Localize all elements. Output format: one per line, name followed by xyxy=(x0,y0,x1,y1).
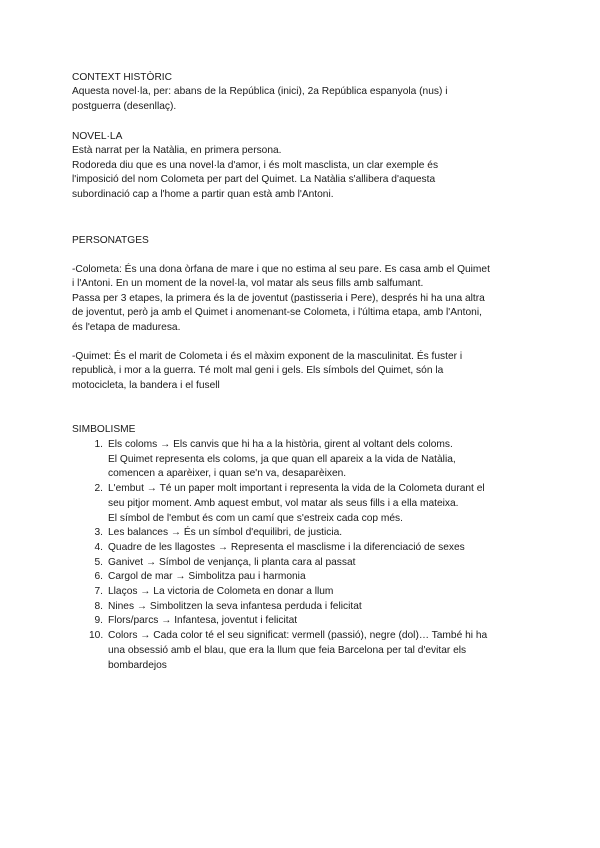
list-number: 2 . xyxy=(89,482,103,497)
heading-context: CONTEXT HISTÒRIC xyxy=(72,72,172,83)
list-item-line: El símbol de l'embut és com un camí que s'estreix cada cop més. xyxy=(108,512,403,524)
section-characters-heading xyxy=(72,234,542,248)
list-number: 1 . xyxy=(89,438,103,453)
list-item xyxy=(72,526,552,541)
section-context xyxy=(72,71,542,114)
list-item-line: Colors → Cada color té el seu significat: vermell (passió), negre (dol)… També hi ha xyxy=(108,630,488,642)
heading-novel: NOVEL·LA xyxy=(72,131,123,142)
list-item-line: Nines → Simbolitzen la seva infantesa perduda i felicitat xyxy=(108,600,362,612)
list-item xyxy=(72,556,552,571)
list-item-line: bombardejos xyxy=(108,659,167,671)
list-item xyxy=(72,541,552,556)
list-number: 10 . xyxy=(89,629,103,644)
list-item-line: comencen a aparèixer, i quan se'n va, desaparèixen. xyxy=(108,468,347,480)
heading-characters: PERSONATGES xyxy=(72,235,149,246)
list-number: 5 . xyxy=(89,556,103,571)
list-item-line: una obsessió amb el blau, que era la llum que feia Barcelona per tal d'evitar els xyxy=(108,644,467,656)
list-item xyxy=(72,629,552,673)
list-number: 9 . xyxy=(89,614,103,629)
list-item xyxy=(72,614,552,629)
paragraph-line: motocicleta, la bandera i el fusell xyxy=(72,379,220,391)
paragraph-line: -Quimet: És el marit de Colometa i és el màxim exponent de la masculinitat. És fuster i xyxy=(72,351,463,362)
list-item xyxy=(72,482,552,526)
paragraph-line: és l'etapa de maduresa. xyxy=(72,321,181,333)
list-number: 8 . xyxy=(89,600,103,615)
symbolism-list xyxy=(72,438,552,673)
list-item-line: Quadre de les llagostes → Representa el masclisme i la diferenciació de sexes xyxy=(108,541,465,553)
list-number: 3 . xyxy=(89,526,103,541)
section-symbolism-heading xyxy=(72,423,542,437)
list-item-line: Flors/parcs → Infantesa, joventut i felicitat xyxy=(108,615,298,627)
paragraph-line: Rodoreda diu que es una novel·la d'amor, i és molt masclista, un clar exemple és xyxy=(72,159,439,171)
list-number: 7 . xyxy=(89,585,103,600)
list-item xyxy=(72,600,552,615)
paragraph-line: -Colometa: És una dona òrfana de mare i que no estima al seu pare. Es casa amb el Quimet xyxy=(72,264,490,275)
list-number: 6 . xyxy=(89,570,103,585)
paragraph-line: republicà, i mor a la guerra. Té molt mal geni i gels. Els símbols del Quimet, són la xyxy=(72,365,444,377)
paragraph-quimet xyxy=(72,350,542,393)
list-item xyxy=(72,438,552,482)
list-item-line: Els coloms → Els canvis que hi ha a la història, girent al voltant dels coloms. xyxy=(108,439,453,450)
paragraph-line: Està narrat per la Natàlia, en primera persona. xyxy=(72,145,282,157)
paragraph-line: de joventut, però ja amb el Quimet i anomenant-se Colometa, i l'última etapa, amb l'Antoni, xyxy=(72,307,482,319)
paragraph-line: Passa per 3 etapes, la primera és la de joventut (pastisseria i Pere), després hi ha una altra xyxy=(72,292,485,304)
paragraph-line: i l'Antoni. En un moment de la novel·la, vol matar als seus fills amb salfumant. xyxy=(72,278,424,290)
list-item-line: Cargol de mar → Simbolitza pau i harmonia xyxy=(108,571,306,583)
paragraph-line: l'imposició del nom Colometa per part del Quimet. La Natàlia s'allibera d'aquesta xyxy=(72,174,436,186)
paragraph-line: postguerra (desenllaç). xyxy=(72,100,177,112)
list-item-line: El Quimet representa els coloms, ja que quan ell apareix a la vida de Natàlia, xyxy=(108,453,456,465)
paragraph-colometa xyxy=(72,263,542,335)
list-item xyxy=(72,570,552,585)
list-item-line: seu pitjor moment. Amb aquest embut, vol matar als seus fills i a ella mateixa. xyxy=(108,497,459,509)
list-item-line: Les balances → És un símbol d'equilibri, de justicia. xyxy=(108,527,343,539)
list-item-line: L'embut → Té un paper molt important i representa la vida de la Colometa durant el xyxy=(108,483,485,495)
list-item-line: Llaços → La victoria de Colometa en donar a llum xyxy=(108,586,334,598)
list-number: 4 . xyxy=(89,541,103,556)
heading-symbolism: SIMBOLISME xyxy=(72,424,136,435)
list-item-line: Ganivet → Símbol de venjança, li planta cara al passat xyxy=(108,556,356,568)
list-item xyxy=(72,585,552,600)
paragraph-line: subordinació cap a l'home a partir quan està amb l'Antoni. xyxy=(72,188,334,200)
paragraph-line: Aquesta novel·la, per: abans de la República (inici), 2a República espanyola (nus) i xyxy=(72,86,448,98)
section-novel xyxy=(72,130,542,202)
